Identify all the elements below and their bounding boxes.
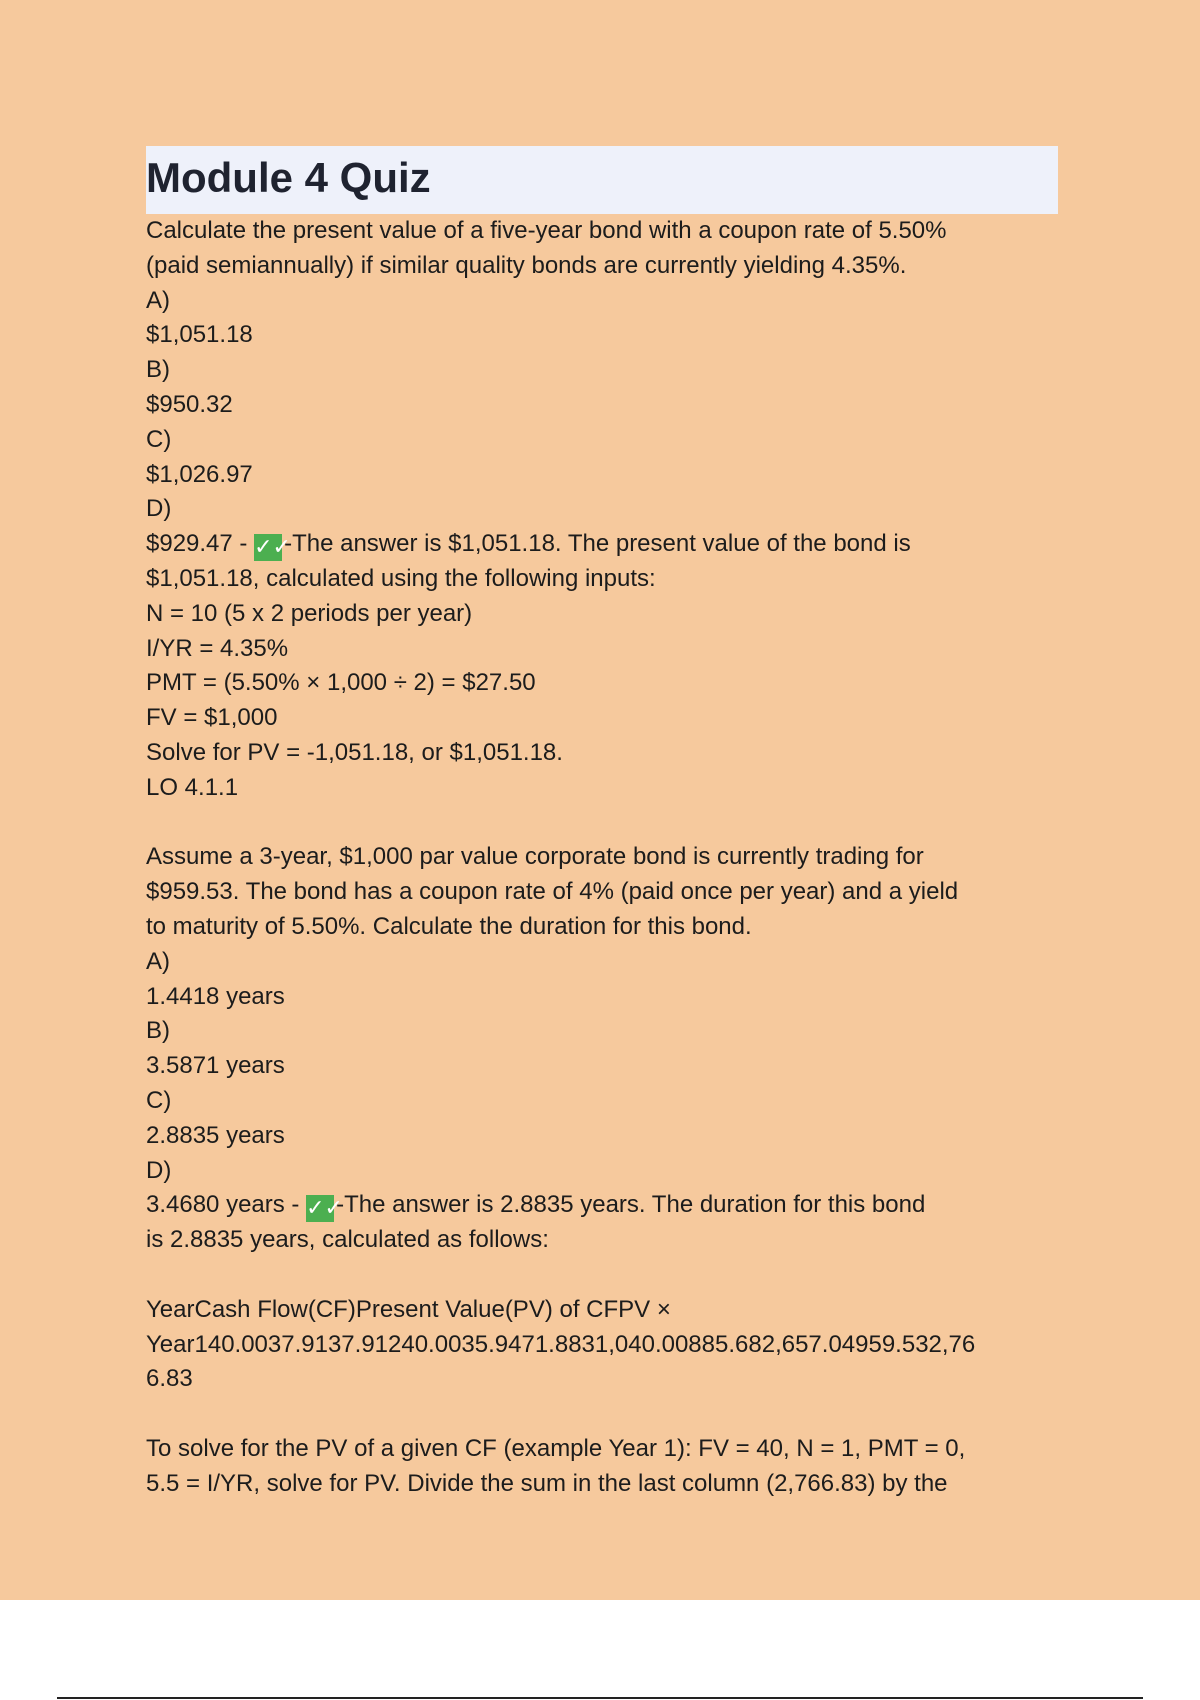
page-title: Module 4 Quiz (146, 154, 431, 201)
spacer (146, 1397, 1058, 1432)
learning-objective: LO 4.1.1 (146, 773, 239, 801)
answer-text: -The answer is 2.8835 years. The duration for this bond (336, 1191, 926, 1219)
table-text: 6.83 (146, 1365, 193, 1393)
option-value: $929.47 - (146, 530, 248, 558)
question-text: Calculate the present value of a five-year bond with a coupon rate of 5.50% (146, 217, 947, 244)
solution-text: To solve for the PV of a given CF (example Year 1): FV = 40, N = 1, PMT = 0, (146, 1434, 966, 1462)
double-check-icon: ✓✓ (306, 1196, 343, 1222)
option-letter: D) (146, 495, 172, 523)
answer-text: PMT = (5.50% × 1,000 ÷ 2) = $27.50 (146, 669, 536, 697)
option-letter: D) (146, 1156, 172, 1184)
double-check-icon: ✓✓ (254, 535, 291, 561)
question-text: Assume a 3-year, $1,000 par value corporate bond is currently trading for (146, 843, 924, 871)
option-letter: B) (146, 356, 170, 384)
option-value: 1.4418 years (146, 982, 285, 1010)
spacer (146, 1258, 1058, 1293)
option-letter: B) (146, 1017, 170, 1045)
option-letter: C) (146, 1086, 172, 1114)
option-value: $1,026.97 (146, 460, 253, 488)
spacer (146, 806, 1058, 841)
question-2 (146, 840, 1058, 1501)
answer-line (146, 1188, 1058, 1223)
option-value: $950.32 (146, 390, 233, 418)
option-letter: A) (146, 286, 170, 314)
option-letter: A) (146, 947, 170, 975)
question-text: (paid semiannually) if similar quality bonds are currently yielding 4.35%. (146, 251, 907, 279)
solution-text: 5.5 = I/YR, solve for PV. Divide the sum in the last column (2,766.83) by the (146, 1469, 948, 1497)
table-text: YearCash Flow(CF)Present Value(PV) of CFPV × (146, 1295, 671, 1323)
question-1 (146, 214, 1058, 806)
table-text: Year140.0037.9137.91240.0035.9471.8831,040.00885.682,657.04959.532,76 (146, 1330, 976, 1358)
footer-rule (57, 1697, 1143, 1699)
answer-text: $1,051.18, calculated using the following inputs: (146, 564, 656, 592)
option-value: 3.4680 years - (146, 1191, 300, 1219)
answer-text: -The answer is $1,051.18. The present value of the bond is (284, 530, 911, 558)
answer-text: is 2.8835 years, calculated as follows: (146, 1226, 549, 1254)
answer-text: FV = $1,000 (146, 704, 278, 732)
option-value: 3.5871 years (146, 1052, 285, 1080)
answer-text: Solve for PV = -1,051.18, or $1,051.18. (146, 738, 563, 766)
question-text: to maturity of 5.50%. Calculate the duration for this bond. (146, 912, 752, 940)
option-value: 2.8835 years (146, 1121, 285, 1149)
document-content (146, 146, 1058, 1501)
title-bar (146, 146, 1058, 214)
option-value: $1,051.18 (146, 321, 253, 349)
answer-text: I/YR = 4.35% (146, 634, 289, 662)
answer-line (146, 527, 1058, 562)
question-text: $959.53. The bond has a coupon rate of 4% (paid once per year) and a yield (146, 878, 959, 906)
answer-text: N = 10 (5 x 2 periods per year) (146, 599, 473, 627)
option-letter: C) (146, 425, 172, 453)
